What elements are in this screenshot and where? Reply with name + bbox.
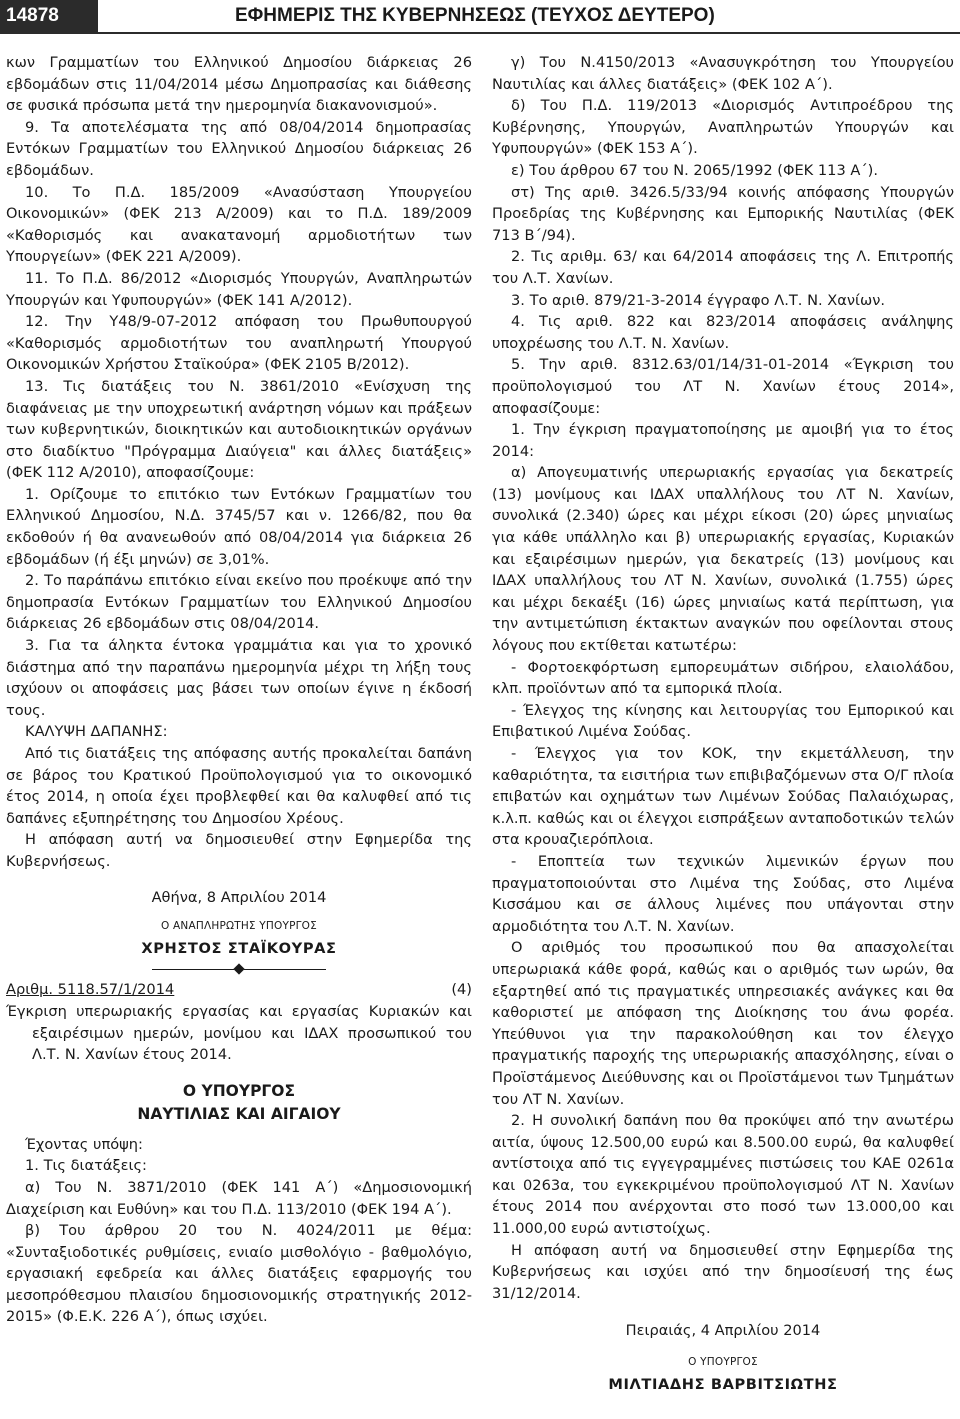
right-paragraph: 3. Το αριθ. 879/21-3-2014 έγγραφο Λ.Τ. Ν. Χανίων. — [511, 291, 885, 309]
left-paragraph: Από τις διατάξεις της απόφασης αυτής προκαλείται δαπάνη σε βάρος του Κρατικού Προϋπολογισμού για το οικονομικό έτος 2014, η οποία έχει προβλεφθεί και θα καλυφθεί από τις δαπάνες εξυπηρέτησης του Δημοσίου Χρέους. — [6, 745, 472, 827]
page-header — [0, 0, 960, 32]
left-paragraph: β) Του άρθρου 20 του Ν. 4024/2011 με θέμα: «Συνταξιοδοτικές ρυθμίσεις, ενιαίο μισθολόγιο - βαθμολόγιο, εργασιακή εφεδρεία και άλλες διατάξεις εφαρμογής του μεσοπρόθεσμου πλαισίου δημοσιονομικής στρατηγικής 2012-2015» (Φ.Ε.Κ. 226 Α΄), όπως ισχύει. — [6, 1222, 472, 1326]
decision-index: (4) — [451, 981, 472, 999]
right-paragraph: 4. Τις αριθ. 822 και 823/2014 αποφάσεις ανάληψης υποχρέωσης του Λ.Τ. Ν. Χανίων. — [492, 313, 954, 352]
minister-name: ΧΡΗΣΤΟΣ ΣΤΑΪΚΟΥΡΑΣ — [141, 939, 337, 957]
authority-heading: Ο ΥΠΟΥΡΓΟΣ — [182, 1081, 296, 1100]
right-paragraph: δ) Του Π.Δ. 119/2013 «Διορισμός Αντιπροέδρου της Κυβέρνησης, Υπουργών, Αναπληρωτών Υπουργών και Υφυπουργών» (ΦΕΚ 153 Α΄). — [492, 97, 954, 158]
left-paragraph: Η απόφαση αυτή να δημοσιευθεί στην Εφημερίδα της Κυβερνήσεως. — [6, 831, 472, 870]
right-paragraph: 1. Την έγκριση πραγματοποίησης με αμοιβή για το έτος 2014: — [492, 421, 954, 460]
left-paragraph: 1. Τις διατάξεις: — [25, 1157, 147, 1175]
right-paragraph: Η απόφαση αυτή να δημοσιευθεί στην Εφημερίδα της Κυβερνήσεως και ισχύει από την δημοσίευσή της έως 31/12/2014. — [492, 1241, 954, 1302]
place-date: Πειραιάς, 4 Απριλίου 2014 — [625, 1322, 821, 1340]
right-paragraph: 2. Τις αριθμ. 63/ και 64/2014 αποφάσεις της Λ. Επιτροπής του Λ.Τ. Χανίων. — [492, 248, 954, 287]
left-paragraph: κων Γραμματίων του Ελληνικού Δημοσίου διάρκειας 26 εβδομάδων στις 11/04/2014 μέσω Δημοπρασίας και διάθεσης σε φυσικά πρόσωπα μετά την ημερομηνία διακανονισμού». — [6, 54, 472, 115]
minister-title: Ο ΥΠΟΥΡΓΟΣ — [688, 1356, 758, 1369]
right-paragraph: - Εποπτεία των τεχνικών λιμενικών έργων που πραγματοποιούνται στο Λιμένα της Σούδας, στο Λιμένα Κισσάμου και σε άλλους λιμένες που υπάγονται στην αρμοδιότητα του Λ.Τ. Ν. Χανίων. — [492, 852, 954, 935]
right-column — [492, 52, 954, 1395]
place-date: Αθήνα, 8 Απριλίου 2014 — [151, 888, 327, 906]
right-paragraph: Ο αριθμός του προσωπικού που θα απασχολείται υπερωριακά κάθε φορά, καθώς και ο αριθμός των ωρών, θα εξαρτηθεί από τις πραγματικές υπηρεσιακές ανάγκες και θα καθοριστεί με απόφαση της Διοίκησης του άνω φορέα. Υπεύθυνοι για την παρακολούθηση και τον έλεγχο πραγματικής παροχής της υπερωριακής απασχόλησης, είναι ο Προϊστάμενος Διεύθυνσης και οι Προϊστάμενοι των Τμημάτων του ΛΤ Ν. Χανίων. — [492, 939, 954, 1108]
authority-heading: ΝΑΥΤΙΛΙΑΣ ΚΑΙ ΑΙΓΑΙΟΥ — [137, 1104, 341, 1123]
right-paragraph: - Φορτοεκφόρτωση εμπορευμάτων σιδήρου, ελαιολάδου, κλπ. προϊόντων από τα εμπορικά πλοία. — [492, 658, 954, 698]
cost-coverage-heading: ΚΑΛΥΨΗ ΔΑΠΑΝΗΣ: — [25, 723, 168, 741]
right-paragraph: α) Απογευματινής υπερωριακής εργασίας για δεκατρείς (13) μονίμους και ΙΔΑΧ υπαλλήλους του ΛΤ Ν. Χανίων, συνολικά (2.340) ώρες και μέχρι είκοσι (20) ώρες μηνιαίως για κάθε υπάλληλο και β) υπερωριακής εργασίας, Κυριακών και εξαιρέσιμων ημερών, για δεκατρείς (13) μονίμους και ΙΔΑΧ υπαλλήλους του ΛΤ Ν. Χανίων, συνολικά (1.755) ώρες και μέχρι δεκαέξι (16) ώρες μηνιαίως κατά περίπτωση, για την αντιμετώπιση έκτακτων αναγκών που οφείλονται στους λόγους που εκτίθεται κατωτέρω: — [492, 464, 954, 655]
page-number: 14878 — [0, 0, 98, 32]
right-paragraph: 2. Η συνολική δαπάνη που θα προκύψει από την ανωτέρω αιτία, ύψους 12.500,00 ευρώ και 8.500.00 ευρώ, θα καλυφθεί αντίστοιχα από τις εγγεγραμμένες πιστώσεις του ΚΑΕ 0261α και 0263α, του εγκεκριμένου προϋπολογισμού ΛΤ Ν. Χανίων έτους 2014 που ανέρχονται στο ποσό των 13.000,00 και 11.000,00 ευρώ αντιστοίχως. — [492, 1112, 954, 1238]
left-paragraph: 1. Ορίζουμε το επιτόκιο των Εντόκων Γραμματίων του Ελληνικού Δημοσίου, Ν.Δ. 3745/57 και ν. 1266/82, που θα εκδοθούν ή θα ανανεωθούν από 08/04/2014 για διάρκεια 26 εβδομάδων (ή έξι μηνών) σε 3,01%. — [6, 485, 472, 568]
decision-number-line — [6, 979, 472, 1001]
left-column — [6, 52, 472, 1328]
left-paragraph: 2. Το παράπάνω επιτόκιο είναι εκείνο που προέκυψε από την δημοπρασία Εντόκων Γραμματίων του Ελληνικού Δημοσίου διάρκειας 26 εβδομάδων στις 08/04/2014. — [6, 572, 472, 633]
left-paragraph: 3. Για τα άληκτα έντοκα γραμμάτια και για το χρονικό διάστημα από την παραπάνω ημερομηνία μέχρι τη λήξη τους ισχύουν οι αποφάσεις μας βάσει των οποίων έγινε η έκδοσή τους. — [6, 637, 472, 719]
header-rule — [0, 32, 960, 34]
left-paragraph: 9. Τα αποτελέσματα της από 08/04/2014 δημοπρασίας Εντόκων Γραμματίων του Ελληνικού Δημοσίου διάρκειας 26 εβδομάδων. — [6, 118, 472, 179]
right-paragraph: - Έλεγχος για τον ΚΟΚ, την εκμετάλλευση, την καθαριότητα, τα εισιτήρια των επιβιβαζόμενων στα Ο/Γ πλοία επιβατών και οχημάτων των Λιμένων Σούδας Παλαιόχωρας, κ.λ.π. καθώς και οι έλεγχοι εισπράξεων ανταποδοτικών τελών στα κρουαζιερόπλοια. — [492, 745, 954, 849]
diamond-icon — [233, 964, 244, 975]
left-paragraph: Έχοντας υπόψη: — [25, 1135, 143, 1153]
decision-number: Αριθμ. 5118.57/1/2014 — [6, 981, 175, 999]
left-paragraph: 10. Το Π.Δ. 185/2009 «Ανασύσταση Υπουργείου Οικονομικών» (ΦΕΚ 213 Α/2009) και το Π.Δ. 189/2009 «Καθορισμός και ανακατανομή αρμοδιοτήτων των Υπουργείων» (ΦΕΚ 221 Α/2009). — [6, 183, 472, 266]
left-paragraph: 13. Τις διατάξεις του Ν. 3861/2010 «Ενίσχυση της διαφάνειας με την υποχρεωτική ανάρτηση νόμων και πράξεων των κυβερνητικών, διοικητικών και αυτοδιοικητικών οργάνων στο διαδίκτυο "Πρόγραμμα Διαύγεια" και άλλες διατάξεις» (ΦΕΚ 112 Α/2010), αποφασίζουμε: — [6, 377, 472, 482]
left-paragraph: 12. Την Υ48/9-07-2012 απόφαση του Πρωθυπουργού «Καθορισμός αρμοδιοτήτων του αναπληρωτή Υπουργού Οικονομικών Χρήστου Σταϊκούρα» (ΦΕΚ 2105 Β/2012). — [6, 313, 472, 374]
gazette-title: ΕΦΗΜΕΡΙΣ ΤΗΣ ΚΥΒΕΡΝΗΣΕΩΣ (ΤΕΥΧΟΣ ΔΕΥΤΕΡΟ) — [235, 5, 715, 26]
minister-name: ΜΙΛΤΙΑΔΗΣ ΒΑΡΒΙΤΣΙΩΤΗΣ — [608, 1375, 838, 1393]
right-paragraph: 5. Την αριθ. 8312.63/01/14/31-01-2014 «Έγκριση του προϋπολογισμού του ΛΤ Ν. Χανίων έτους 2014», αποφασίζουμε: — [492, 356, 954, 417]
right-paragraph: ε) Του άρθρου 67 του Ν. 2065/1992 (ΦΕΚ 113 Α΄). — [511, 161, 878, 179]
decision-title: Έγκριση υπερωριακής εργασίας και εργασίας Κυριακών και εξαιρέσιμων ημερών, μονίμου και ΙΔΑΧ προσωπικού του Λ.Τ. Ν. Χανίων έτους 2014. — [6, 1002, 472, 1064]
right-paragraph: - Έλεγχος της κίνησης και λειτουργίας του Εμπορικού και Επιβατικού Λιμένα Σούδας. — [492, 701, 954, 741]
right-paragraph: στ) Της αριθ. 3426.5/33/94 κοινής απόφασης Υπουργών Προεδρίας της Κυβέρνησης και Εμπορικής Ναυτιλίας (ΦΕΚ 713 Β΄/94). — [492, 183, 954, 244]
right-paragraph: γ) Του Ν.4150/2013 «Ανασυγκρότηση του Υπουργείου Ναυτιλίας και άλλες διατάξεις» (ΦΕΚ 102 Α΄). — [492, 54, 954, 93]
minister-title: Ο ΑΝΑΠΛΗΡΩΤΗΣ ΥΠΟΥΡΓΟΣ — [161, 920, 317, 933]
left-paragraph: 11. Το Π.Δ. 86/2012 «Διορισμός Υπουργών, Αναπληρωτών Υπουργών και Υφυπουργών» (ΦΕΚ 141 Α/2012). — [6, 269, 472, 309]
section-separator — [6, 965, 472, 973]
left-paragraph: α) Του Ν. 3871/2010 (ΦΕΚ 141 Α΄) «Δημοσιονομική Διαχείριση και Ευθύνη» και του Π.Δ. 113/2010 (ΦΕΚ 194 Α΄). — [6, 1178, 472, 1218]
